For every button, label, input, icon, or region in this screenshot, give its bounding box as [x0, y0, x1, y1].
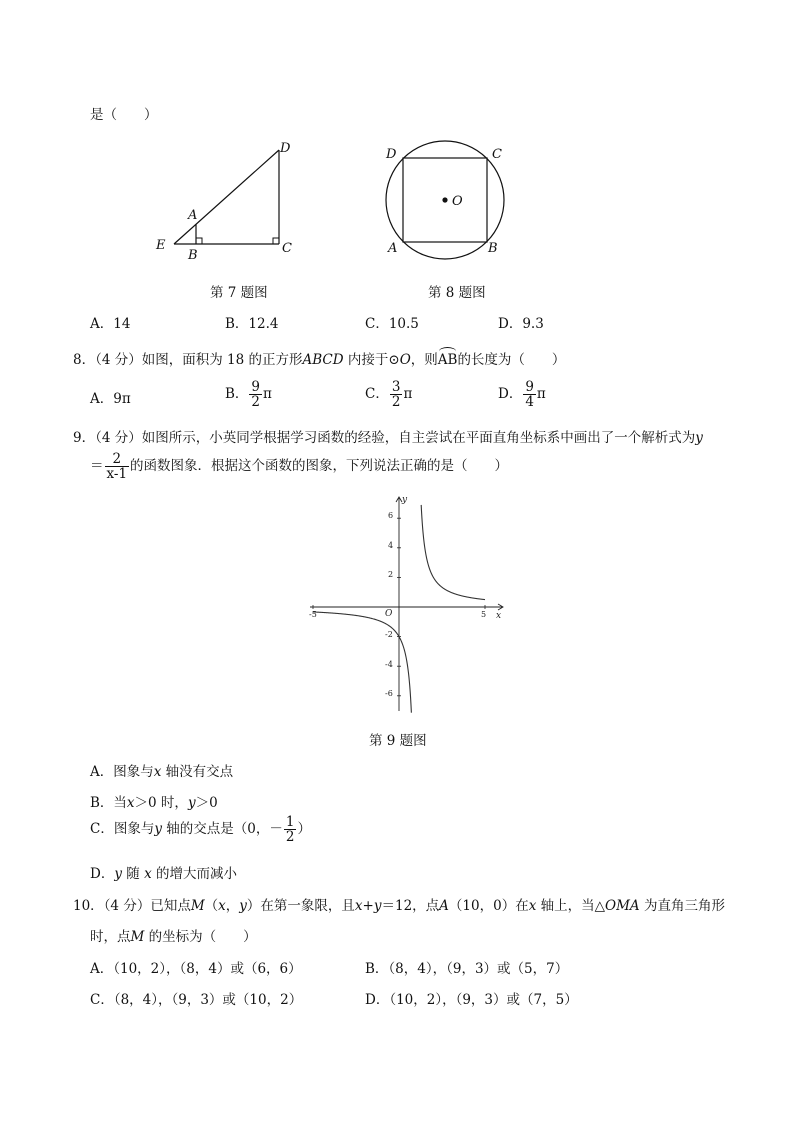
- option-text: C．图象与: [90, 821, 155, 838]
- option-text: A．图象与: [90, 764, 154, 780]
- xtick-label: -5: [309, 610, 317, 619]
- var-x: x: [218, 898, 226, 914]
- q10-text: 为直角三角形: [639, 898, 725, 914]
- q8-circle-name: O: [399, 352, 411, 368]
- figure-9-graph: [300, 493, 510, 715]
- label-o: O: [452, 194, 463, 209]
- pi: π: [403, 386, 413, 403]
- label-b: B: [488, 241, 498, 256]
- q10-option-c: C．（8，4），（9，3）或（10，2）: [90, 992, 303, 1008]
- q9-stem-line2: [90, 452, 508, 481]
- denominator: 2: [391, 394, 401, 411]
- line-ed: [174, 150, 279, 244]
- q9-fraction: [105, 452, 130, 481]
- var-y: y: [239, 898, 247, 914]
- var-y: y: [187, 795, 196, 811]
- var-m: M: [130, 929, 145, 945]
- q7-continuation: 是（ ）: [90, 107, 158, 123]
- fraction: [390, 380, 403, 409]
- center-point: [442, 197, 447, 202]
- q9-option-a: [90, 760, 233, 780]
- option-label: D．: [498, 386, 523, 403]
- option-text: 轴的交点是（0，－: [161, 821, 283, 838]
- denominator: 2: [251, 394, 261, 411]
- label-b: B: [188, 248, 198, 260]
- option-text: ＞0: [195, 795, 218, 811]
- var-y: y: [114, 866, 122, 882]
- q8-number: 8．: [73, 352, 96, 368]
- q10-text: 已知点: [150, 898, 191, 914]
- q10-text: ，: [225, 898, 240, 914]
- xtick-label: 5: [481, 610, 487, 619]
- figure-7-caption: 第 7 题图: [210, 285, 268, 301]
- q8-arc-ab: AB: [437, 352, 458, 368]
- q10-score: （4 分）: [103, 898, 151, 914]
- q9-text: 的函数图象．根据这个函数的图象，下列说法正确的是（ ）: [130, 458, 509, 475]
- q10-option-b: B．（8，4），（9，3）或（5，7）: [365, 961, 569, 977]
- q8-score: （4 分）: [95, 352, 142, 368]
- option-label: B．: [225, 386, 249, 403]
- q7-option-a: A．14: [90, 316, 131, 332]
- pi: π: [263, 386, 272, 403]
- q8-option-c: [365, 380, 412, 409]
- q10-stem-line2: [90, 925, 257, 945]
- var-x: x: [528, 898, 537, 914]
- q7-option-d: D．9.3: [498, 316, 544, 332]
- q10-text: 时，点: [90, 929, 131, 945]
- q9-stem-line1: [73, 426, 703, 446]
- right-angle-b: [196, 238, 202, 244]
- ytick-label: 4: [388, 541, 394, 550]
- label-a: A: [188, 208, 198, 223]
- triangle-oma: OMA: [605, 898, 640, 914]
- q10-number: 10．: [73, 898, 104, 914]
- y-axis-label: y: [402, 495, 408, 505]
- label-c: C: [492, 147, 502, 162]
- q9-text: 如图所示，小英同学根据学习函数的经验，自主尝试在平面直角坐标系中画出了一个解析式为: [141, 430, 696, 446]
- q9-option-c: [90, 815, 311, 844]
- option-value: 9π: [113, 391, 131, 407]
- q8-option-d: [498, 380, 546, 409]
- figure-9-caption: 第 9 题图: [369, 733, 427, 749]
- q9-option-d: [90, 862, 237, 882]
- fraction: [523, 380, 536, 409]
- q8-option-b: [225, 380, 272, 409]
- q8-text: ，则: [410, 352, 438, 368]
- q8-stem: [73, 348, 565, 368]
- q9-equals: ＝: [90, 458, 104, 475]
- q8-text: 内接于⊙: [343, 352, 400, 368]
- var-m: M: [190, 898, 205, 914]
- label-c: C: [282, 241, 292, 256]
- q8-text: 如图，面积为 18 的正方形: [141, 352, 303, 368]
- option-text: 随: [121, 866, 145, 882]
- label-e: E: [156, 238, 166, 253]
- q10-text: 轴上，当△: [536, 898, 606, 914]
- ytick-label: 6: [388, 511, 394, 520]
- q10-text: 的坐标为（ ）: [144, 929, 257, 945]
- q8-square-name: ABCD: [302, 352, 344, 368]
- var-a: A: [439, 898, 449, 914]
- q10-text: ）在第一象限，且: [246, 898, 355, 914]
- option-text: D．: [90, 866, 115, 882]
- q10-option-a: A．（10，2），（8，4）或（6，6）: [90, 961, 302, 977]
- numerator: 2: [105, 452, 130, 467]
- option-label: A．: [90, 391, 114, 407]
- figure-7: [150, 135, 310, 260]
- var-x: x: [153, 764, 162, 780]
- pi: π: [536, 386, 546, 403]
- q9-option-b: [90, 791, 218, 811]
- q10-option-d: D．（10，2），（9，3）或（7，5）: [365, 992, 578, 1008]
- denominator: 2: [285, 829, 295, 846]
- curve-right-branch: [421, 505, 485, 600]
- ytick-label: -2: [385, 630, 393, 639]
- label-d: D: [280, 141, 291, 156]
- q8-text: 的长度为（ ）: [457, 352, 566, 368]
- q9-number: 9．: [73, 430, 96, 446]
- q10-stem-line1: [73, 894, 725, 914]
- origin-label: O: [385, 609, 393, 619]
- option-text: B．当: [90, 795, 127, 811]
- fraction: [284, 815, 297, 844]
- numerator: 1: [285, 814, 295, 830]
- ytick-label: 2: [388, 570, 394, 579]
- expr-x-plus-y: x+y: [354, 898, 382, 914]
- figure-8: [378, 138, 513, 263]
- q9-var-y: y: [695, 430, 703, 446]
- numerator: 9: [525, 379, 534, 395]
- option-text: 轴没有交点: [161, 764, 234, 780]
- curve-left-branch: [313, 612, 411, 713]
- numerator: 9: [251, 379, 261, 395]
- q9-score: （4 分）: [95, 430, 142, 446]
- q7-option-c: C．10.5: [365, 316, 419, 332]
- q10-text: （: [204, 898, 219, 914]
- denominator: 4: [525, 394, 534, 411]
- q8-option-a: [90, 387, 131, 407]
- var-y: y: [154, 821, 162, 838]
- option-text: ＞0 时，: [134, 795, 188, 811]
- denominator: x-1: [106, 466, 128, 483]
- ytick-label: -6: [385, 689, 393, 698]
- option-label: C．: [365, 386, 389, 403]
- option-text: 的增大而减小: [151, 866, 237, 882]
- right-angle-c: [273, 238, 279, 244]
- x-axis-label: x: [496, 611, 502, 621]
- fraction: [249, 380, 262, 409]
- label-a: A: [388, 241, 398, 256]
- var-x: x: [126, 795, 135, 811]
- q10-text: （10，0）在: [448, 898, 529, 914]
- numerator: 3: [391, 379, 401, 395]
- ytick-label: -4: [385, 660, 393, 669]
- q10-text: ＝12，点: [381, 898, 440, 914]
- label-d: D: [386, 147, 397, 162]
- q7-option-b: B．12.4: [225, 316, 279, 332]
- option-text: ）: [297, 821, 311, 838]
- figure-8-caption: 第 8 题图: [428, 285, 486, 301]
- var-x: x: [144, 866, 152, 882]
